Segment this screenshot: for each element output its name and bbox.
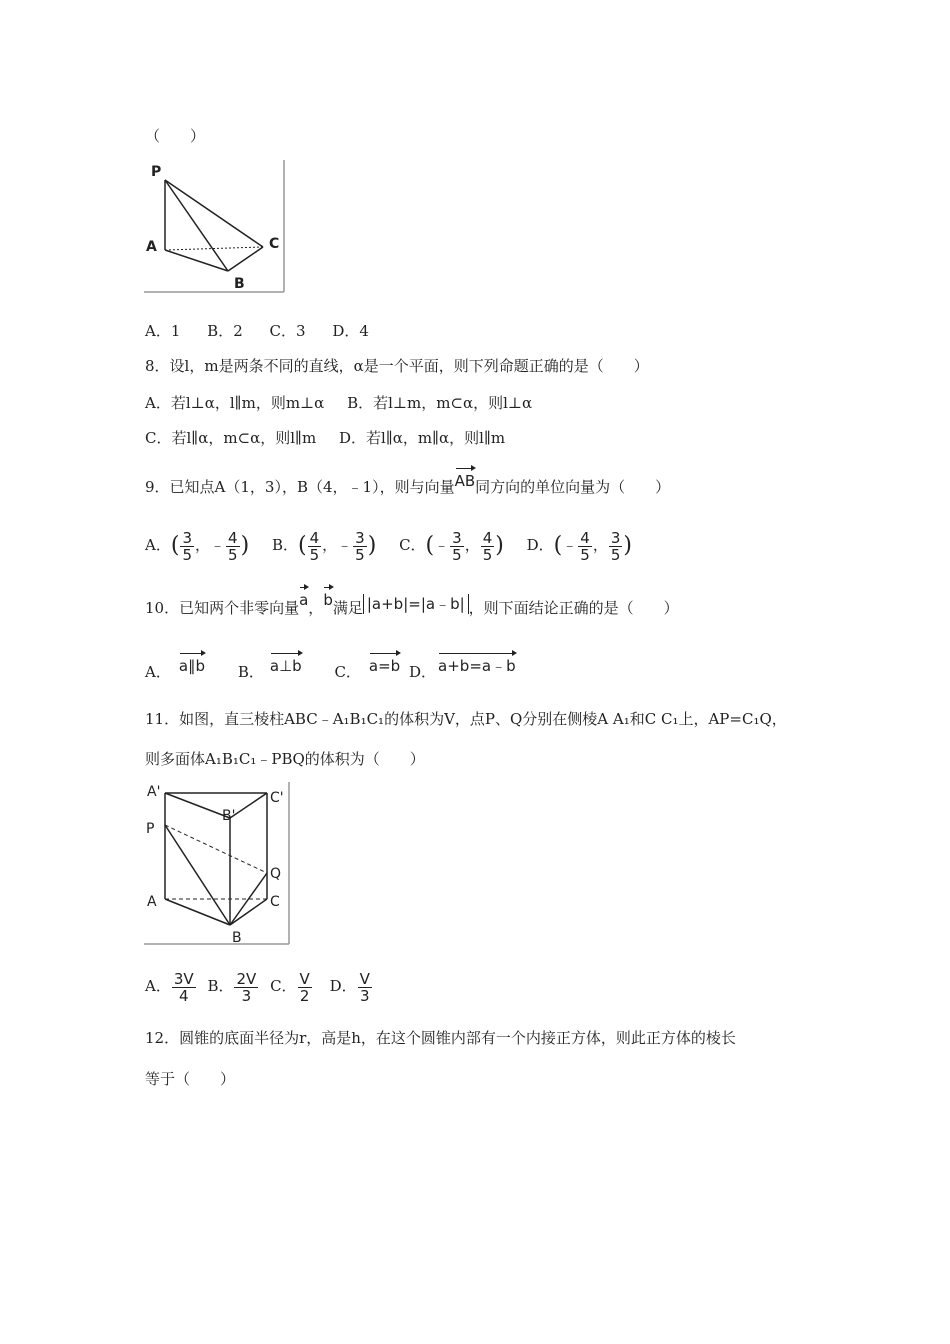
q9-options bbox=[145, 524, 632, 567]
q10-condition: |a+b|=|a﹣b| bbox=[363, 594, 469, 614]
q11-option-a-label: A． bbox=[145, 977, 171, 995]
q8-option-d: D．若l∥α，m∥α，则l∥m bbox=[339, 429, 506, 447]
q10-comma: ， bbox=[308, 599, 324, 617]
q9-c-frac1 bbox=[450, 530, 464, 563]
q10-vector-a: a bbox=[299, 591, 309, 609]
q9-a-frac1 bbox=[180, 530, 194, 563]
q7-option-c: C．3 bbox=[269, 322, 306, 340]
q8-option-b: B．若l⊥m，m⊂α，则l⊥α bbox=[347, 394, 533, 412]
minus-sign: ﹣ bbox=[434, 536, 450, 554]
minus-sign: ﹣ bbox=[337, 536, 353, 554]
q12-stem-line2: 等于（ ） bbox=[145, 1070, 236, 1088]
frac-num: 4 bbox=[482, 528, 493, 547]
frac-num: 4 bbox=[228, 528, 238, 547]
q8-stem: 8．设l，m是两条不同的直线，α是一个平面，则下列命题正确的是（ ） bbox=[145, 357, 649, 375]
frac-num: V bbox=[299, 969, 310, 988]
q9-option-b-label: B． bbox=[271, 536, 298, 554]
q8-option-a: A．若l⊥α，l∥m，则m⊥α bbox=[145, 394, 325, 412]
frac-den: 2 bbox=[299, 986, 310, 1005]
frac-num: V bbox=[359, 969, 370, 988]
q9-option-d: D．(﹣ $\frac{4}{5}$ ， $\frac{3}{5}$ ) bbox=[526, 528, 632, 564]
q11-label-p: P bbox=[146, 821, 155, 837]
frac-num: 3 bbox=[452, 528, 462, 547]
q11-label-a: A bbox=[147, 894, 157, 910]
q11-prism-figure bbox=[142, 780, 292, 948]
q9-a-frac2 bbox=[226, 530, 240, 563]
q7-label-p: P bbox=[151, 164, 162, 180]
frac-den: 5 bbox=[355, 545, 365, 564]
q11-option-b-label: B． bbox=[207, 977, 234, 995]
q10-option-a-label: A． bbox=[145, 663, 171, 681]
q9-stem bbox=[145, 472, 671, 497]
q9-c-frac2 bbox=[481, 530, 495, 563]
frac-num: 3 bbox=[182, 528, 192, 547]
frac-den: 5 bbox=[452, 545, 462, 564]
q8-options-row2 bbox=[145, 428, 505, 448]
frac-den: 5 bbox=[228, 545, 238, 564]
q12-stem-line1: 12．圆锥的底面半径为r，高是h，在这个圆锥内部有一个内接正方体，则此正方体的棱长 bbox=[145, 1029, 736, 1047]
q7-option-d: D．4 bbox=[332, 322, 369, 340]
q10-option-b: a⊥b bbox=[269, 657, 302, 675]
q9-stem-post: 同方向的单位向量为（ ） bbox=[475, 478, 671, 496]
q7-option-b: B．2 bbox=[207, 322, 243, 340]
frac-num: 3V bbox=[173, 969, 194, 988]
q7-options bbox=[145, 321, 369, 341]
q9-option-c-label: C． bbox=[399, 536, 426, 554]
q9-option-a-label: A． bbox=[145, 536, 171, 554]
frac-den: 5 bbox=[182, 545, 192, 564]
frac-den: 4 bbox=[178, 986, 189, 1005]
q11-option-a bbox=[172, 971, 196, 1004]
frac-den: 3 bbox=[241, 986, 252, 1005]
q9-option-b: B．( $\frac{4}{5}$ ，﹣ $\frac{3}{5}$ ) bbox=[271, 528, 377, 564]
q9-stem-pre: 9．已知点A（1，3），B（4，﹣1），则与向量 bbox=[145, 478, 455, 496]
frac-den: 5 bbox=[309, 545, 320, 564]
frac-den: 3 bbox=[359, 986, 370, 1005]
q9-option-d-label: D． bbox=[526, 536, 554, 554]
q10-option-b-label: B． bbox=[237, 663, 264, 681]
q9-d-frac2 bbox=[609, 530, 623, 563]
q11-option-c bbox=[298, 971, 312, 1004]
q9-b-frac1 bbox=[308, 530, 322, 563]
q9-d-frac1 bbox=[578, 530, 592, 563]
q7-option-a: A．1 bbox=[145, 322, 181, 340]
q7-paren: （ ） bbox=[145, 127, 206, 145]
q9-b-frac2 bbox=[353, 530, 367, 563]
q7-label-c: C bbox=[269, 236, 280, 252]
q11-label-c: C bbox=[270, 894, 280, 910]
q11-label-q: Q bbox=[270, 866, 282, 882]
q11-label-a1: A' bbox=[147, 784, 161, 800]
frac-den: 5 bbox=[482, 545, 493, 564]
q11-label-c1: C' bbox=[270, 790, 284, 806]
q10-options bbox=[145, 656, 516, 681]
frac-num: 3 bbox=[610, 528, 621, 547]
q10-stem-pre: 10．已知两个非零向量 bbox=[145, 599, 300, 617]
q10-option-d-label: D． bbox=[409, 663, 437, 681]
q11-label-b1: B' bbox=[222, 808, 236, 824]
frac-num: 4 bbox=[580, 528, 590, 547]
q10-option-a: a∥b bbox=[178, 657, 206, 675]
q10-option-c-label: C． bbox=[334, 663, 361, 681]
q8-options-row1 bbox=[145, 393, 532, 413]
q9-option-c: C．(﹣ $\frac{3}{5}$ ， $\frac{4}{5}$ ) bbox=[399, 528, 504, 564]
frac-num: 3 bbox=[355, 528, 365, 547]
q10-option-c: a=b bbox=[368, 657, 401, 675]
q10-stem-mid: 满足 bbox=[332, 599, 363, 617]
q11-stem-line2: 则多面体A₁B₁C₁﹣PBQ的体积为（ ） bbox=[145, 750, 425, 768]
q11-option-b bbox=[234, 971, 258, 1004]
q10-option-d: a+b=a﹣b bbox=[438, 657, 516, 675]
q11-label-b: B bbox=[232, 930, 242, 946]
q11-options bbox=[145, 966, 373, 1006]
q9-vector-ab: AB bbox=[454, 472, 476, 490]
q10-stem bbox=[145, 591, 679, 618]
q7-label-a: A bbox=[146, 239, 157, 255]
q11-option-d-label: D． bbox=[329, 977, 357, 995]
frac-den: 5 bbox=[610, 545, 621, 564]
frac-num: 4 bbox=[309, 528, 320, 547]
q10-stem-post: ，则下面结论正确的是（ ） bbox=[468, 599, 679, 617]
minus-sign: ﹣ bbox=[562, 536, 578, 554]
frac-num: 2V bbox=[236, 969, 257, 988]
q7-tetrahedron-figure bbox=[142, 158, 287, 295]
q10-vector-b: b bbox=[323, 591, 333, 609]
q8-option-c: C．若l∥α，m⊂α，则l∥m bbox=[145, 429, 317, 447]
q11-stem-line1: 11．如图，直三棱柱ABC﹣A₁B₁C₁的体积为V，点P、Q分别在侧棱A A₁和C C₁上，AP=C₁Q， bbox=[145, 710, 787, 728]
q7-label-b: B bbox=[234, 276, 245, 292]
minus-sign: ﹣ bbox=[210, 536, 226, 554]
q9-option-a: A．( $\frac{3}{5}$ ，﹣ $\frac{4}{5}$ ) bbox=[145, 528, 250, 564]
q11-option-d bbox=[358, 971, 372, 1004]
frac-den: 5 bbox=[580, 545, 590, 564]
q11-option-c-label: C． bbox=[270, 977, 297, 995]
